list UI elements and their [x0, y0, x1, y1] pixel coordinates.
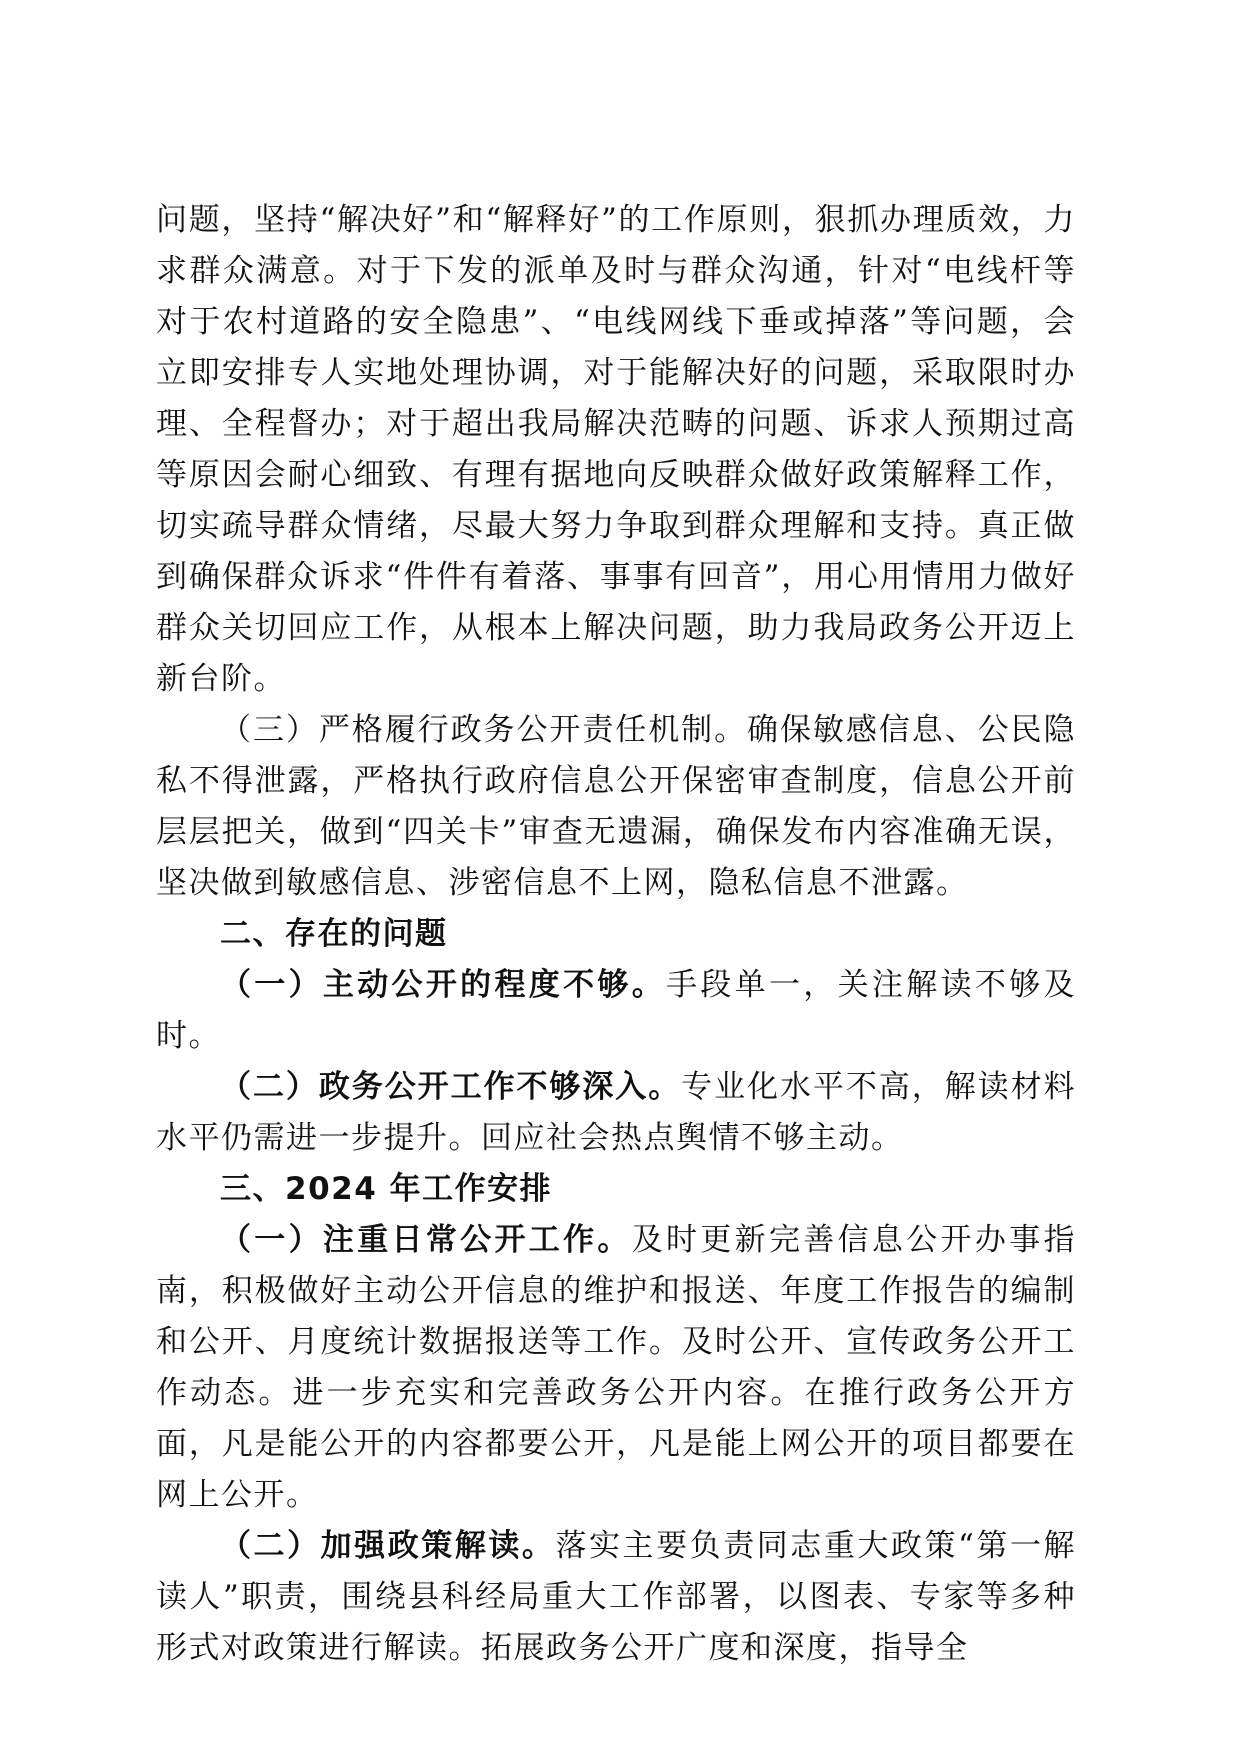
heading-text: 三、2024 年工作安排: [220, 1171, 553, 1207]
subheading-lead: （一）注重日常公开工作。: [220, 1222, 632, 1258]
paragraph-complaint-handling: [156, 195, 1076, 705]
paragraph-text: 及时更新完善信息公开办事指南，积极做好主动公开信息的维护和报送、年度工作报告的编制和公开、月度统计数据报送等工作。及时公开、宣传政务公开工作动态。进一步充实和完善政务公开内容。在推行政务公开方面，凡是能公开的内容都要公开，凡是能上网公开的项目都要在网上公开。: [156, 1222, 1076, 1513]
document-body: [156, 195, 1076, 1674]
subheading-lead: （一）主动公开的程度不够。: [220, 967, 667, 1003]
paragraph-text: 问题，坚持“解决好”和“解释好”的工作原则，狠抓办理质效，力求群众满意。对于下发的派单及时与群众沟通，针对“电线杆等对于农村道路的安全隐患”、“电线网线下垂或掉落”等问题，会立即安排专人实地处理协调，对于能解决好的问题，采取限时办理、全程督办；对于超出我局解决范畴的问题、诉求人预期过高等原因会耐心细致、有理有据地向反映群众做好政策解释工作，切实疏导群众情绪，尽最大努力争取到群众理解和支持。真正做到确保群众诉求“件件有着落、事事有回音”，用心用情用力做好群众关切回应工作，从根本上解决问题，助力我局政务公开迈上新台阶。: [156, 202, 1076, 697]
heading-text: 二、存在的问题: [220, 916, 448, 952]
paragraph-text: 落实主要负责同志重大政策“第一解读人”职责，围绕县科经局重大工作部署，以图表、专家等多种形式对政策进行解读。拓展政务公开广度和深度，指导全: [156, 1528, 1076, 1666]
paragraph-plan-1: [156, 1215, 1076, 1521]
subheading-lead: （二）加强政策解读。: [220, 1528, 556, 1564]
paragraph-text: 专业化水平不高，解读材料水平仍需进一步提升。回应社会热点舆情不够主动。: [156, 1069, 1077, 1156]
section-heading-2024-plan: [156, 1164, 1076, 1215]
paragraph-problem-2: [156, 1062, 1076, 1164]
paragraph-plan-2: [156, 1521, 1076, 1674]
paragraph-text: （三）严格履行政务公开责任机制。确保敏感信息、公民隐私不得泄露，严格执行政府信息公开保密审查制度，信息公开前层层把关，做到“四关卡”审查无遗漏，确保发布内容准确无误，坚决做到敏感信息、涉密信息不上网，隐私信息不泄露。: [156, 712, 1076, 901]
paragraph-text: 手段单一，关注解读不够及时。: [156, 967, 1076, 1054]
subheading-lead: （二）政务公开工作不够深入。: [220, 1069, 682, 1105]
paragraph-responsibility-mechanism: [156, 705, 1076, 909]
paragraph-problem-1: [156, 960, 1076, 1062]
section-heading-problems: [156, 909, 1076, 960]
